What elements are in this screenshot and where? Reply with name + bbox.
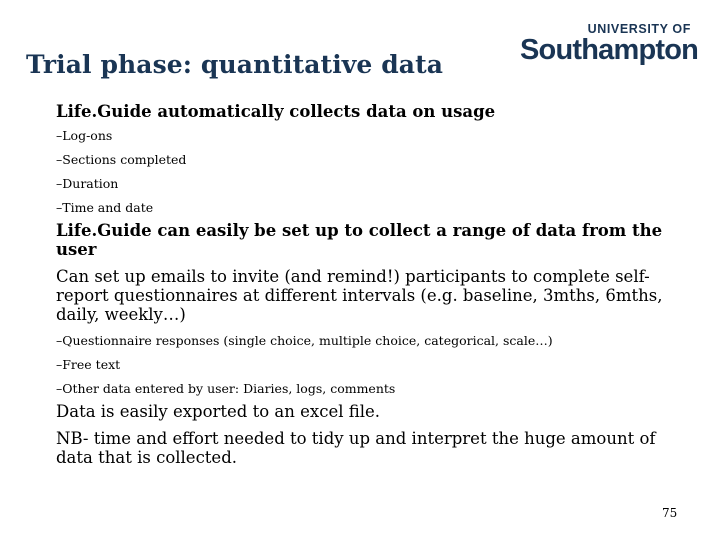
- page-number: 75: [662, 506, 678, 520]
- sub-bullet-time-date: –Time and date: [56, 200, 154, 215]
- sub-bullet-free-text: –Free text: [56, 357, 121, 372]
- sub-bullet-questionnaire: –Questionnaire responses (single choice, multiple choice, categorical, scale…): [56, 333, 553, 348]
- sub-bullet-logons: –Log-ons: [56, 128, 113, 143]
- slide-body: [56, 102, 696, 475]
- bullet-export: Data is easily exported to an excel file.: [56, 402, 381, 421]
- logo-southampton: Southampton: [520, 34, 699, 66]
- logo-university-of: UNIVERSITY OF: [587, 22, 691, 36]
- sub-bullet-sections: –Sections completed: [56, 152, 187, 167]
- slide-title: Trial phase: quantitative data: [26, 50, 444, 79]
- bullet-usage-data: Life.Guide automatically collects data on usage: [56, 102, 496, 121]
- sub-bullet-other-data: –Other data entered by user: Diaries, logs, comments: [56, 381, 396, 396]
- bullet-nb: NB- time and effort needed to tidy up and interpret the huge amount of data that is collected.: [56, 429, 656, 467]
- bullet-user-data: Life.Guide can easily be set up to collect a range of data from the user: [56, 221, 663, 259]
- university-logo: [520, 22, 699, 66]
- bullet-emails: Can set up emails to invite (and remind!) participants to complete self-report questionnaires at different intervals (e.g. baseline, 3mths, 6mths, daily, weekly…): [56, 267, 663, 324]
- sub-bullet-duration: –Duration: [56, 176, 119, 191]
